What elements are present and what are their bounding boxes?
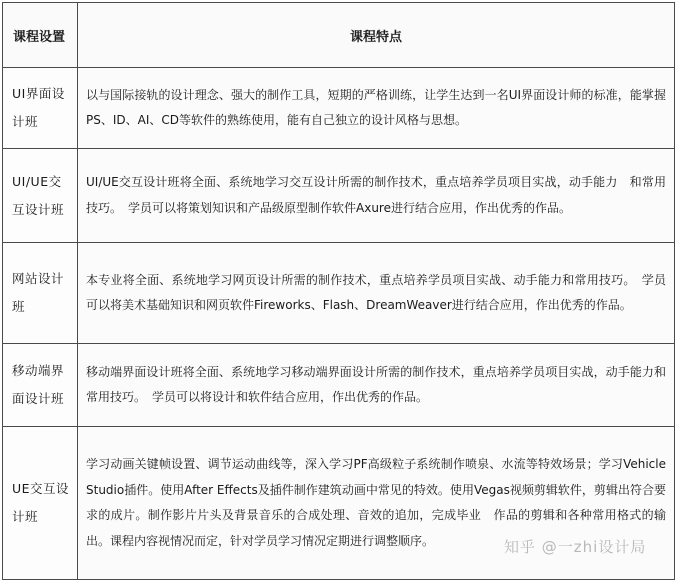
- watermark: 知乎 @一zhi设计局: [504, 538, 647, 556]
- course-description: 以与国际接轨的设计理念、强大的制作工具，短期的严格训练，让学生达到一名UI界面设计师的标准，能掌握PS、ID、AI、CD等软件的熟练使用，能有自己独立的设计风格与思想。: [78, 68, 675, 149]
- course-name: UI/UE交互设计班: [3, 149, 78, 243]
- course-name: UE交互设计班: [3, 427, 78, 580]
- course-name: UI界面设计班: [3, 68, 78, 149]
- table-row: [3, 344, 675, 427]
- table-row: [3, 149, 675, 243]
- course-table: [2, 2, 675, 580]
- course-description: UI/UE交互设计班将全面、系统地学习交互设计所需的制作技术，重点培养学员项目实战，动手能力 和常用技巧。 学员可以将策划知识和产品级原型制作软件Axure进行结合应用，作出优秀的作品。: [78, 149, 675, 243]
- header-course-features: 课程特点: [78, 3, 675, 68]
- course-description: 学习动画关键帧设置、调节运动曲线等，深入学习PF高级粒子系统制作喷泉、水流等特效场景；学习Vehicle Studio插件。使用After Effects及插件制作建筑动画中常见的特效。使用Vegas视频剪辑软件，剪辑出符合要求的成片。制作影片片头及背景音乐的合成处理、音效的追加，完成毕业 作品的剪辑和各种常用格式的输出。课程内容视情况而定，针对学员学习情况定期进行调整顺序。: [78, 427, 675, 580]
- table-row: [3, 68, 675, 149]
- course-name: 移动端界面设计班: [3, 344, 78, 427]
- course-description: 移动端界面设计班将全面、系统地学习移动端界面设计所需的制作技术，重点培养学员项目实战，动手能力和常用技巧。 学员可以将设计和软件结合应用，作出优秀的作品。: [78, 344, 675, 427]
- course-description: 本专业将全面、系统地学习网页设计所需的制作技术，重点培养学员项目实战、动手能力和常用技巧。 学员可以将美术基础知识和网页软件Fireworks、Flash、DreamWeaver进行结合应用，作出优秀的作品。: [78, 243, 675, 344]
- header-course-settings: 课程设置: [3, 3, 78, 68]
- table-row: [3, 243, 675, 344]
- table-header-row: [3, 3, 675, 68]
- course-name: 网站设计班: [3, 243, 78, 344]
